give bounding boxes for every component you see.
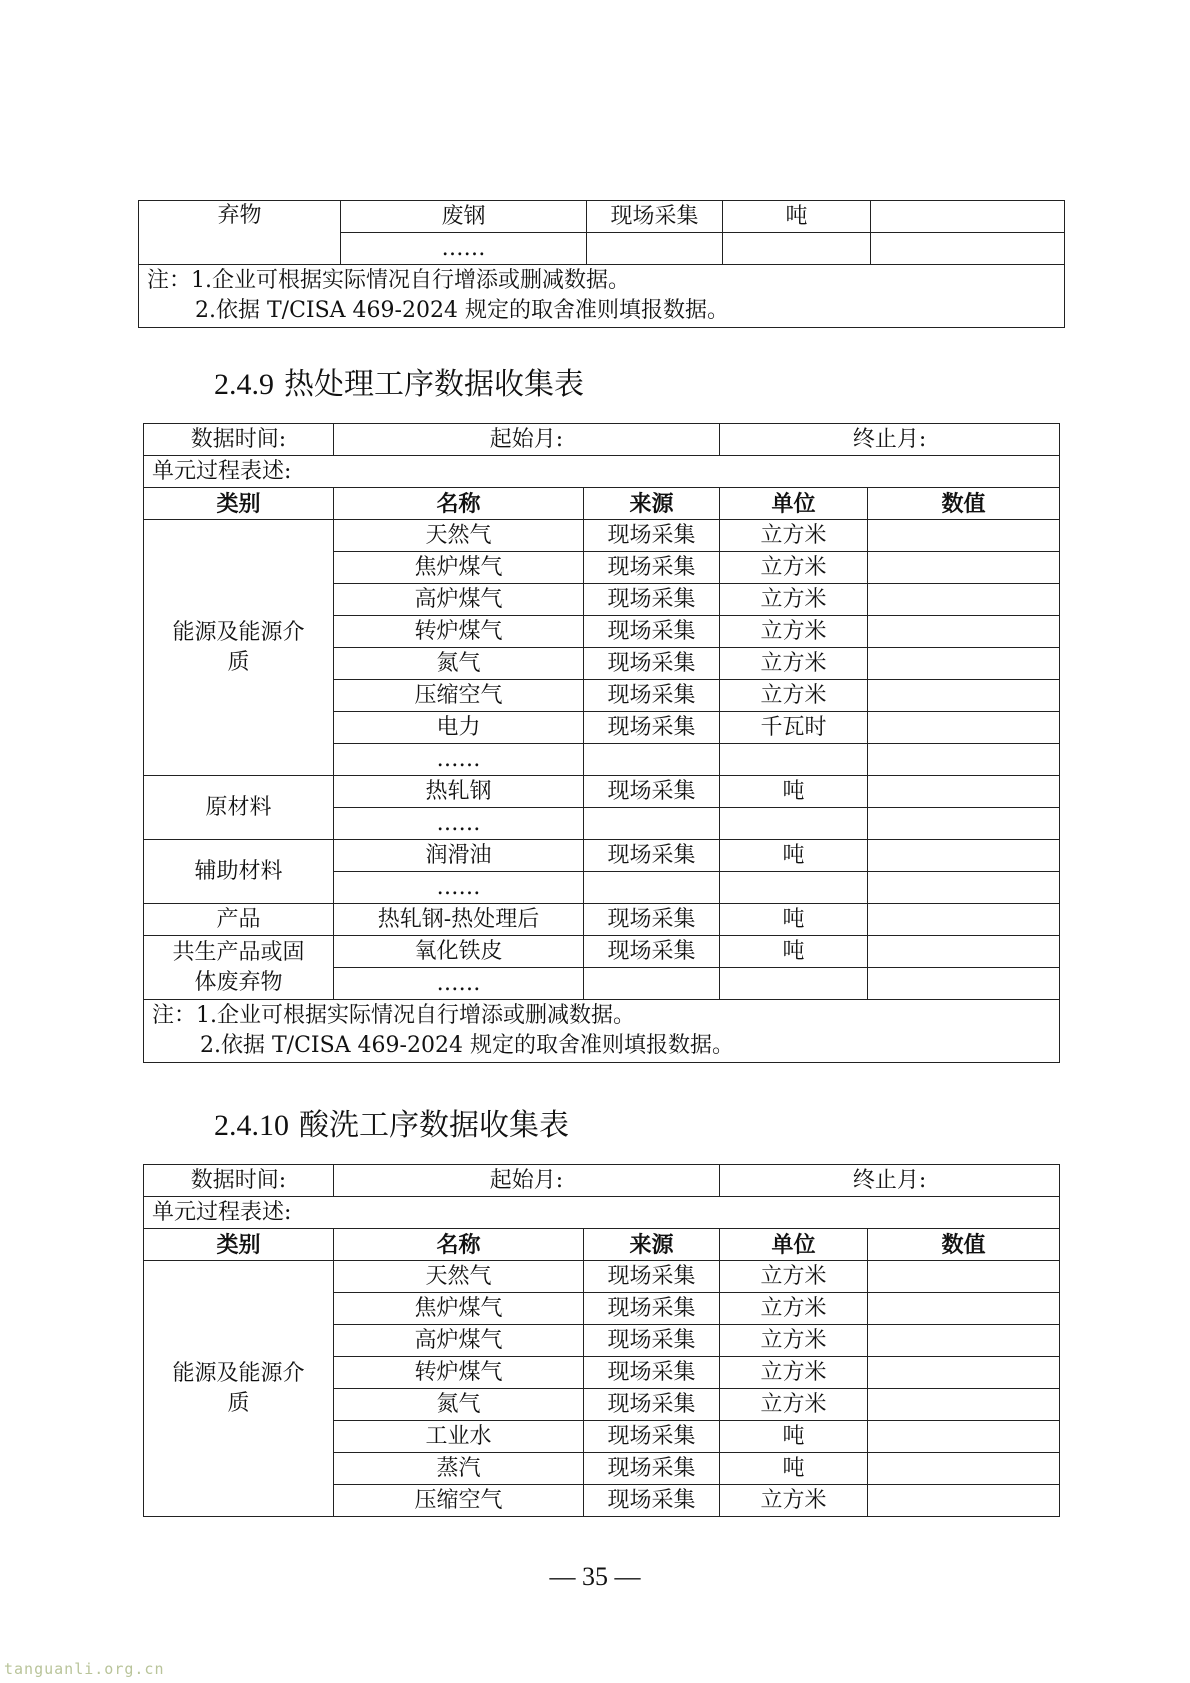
unit-cell: 立方米 bbox=[720, 584, 868, 616]
section-heading: 酸洗工序数据收集表 bbox=[299, 1108, 569, 1143]
unit-cell: 吨 bbox=[720, 1453, 868, 1485]
category-product: 产品 bbox=[144, 904, 334, 936]
section-title-2-4-10 bbox=[214, 1106, 569, 1146]
header-source: 来源 bbox=[584, 1229, 720, 1261]
source-cell: 现场采集 bbox=[584, 904, 720, 936]
source-cell: 现场采集 bbox=[584, 648, 720, 680]
source-cell: 现场采集 bbox=[584, 1261, 720, 1293]
name-cell: 电力 bbox=[334, 712, 584, 744]
value-cell[interactable] bbox=[868, 744, 1060, 776]
source-cell bbox=[584, 808, 720, 840]
note-line-1: 注：1.企业可根据实际情况自行增添或删减数据。 bbox=[152, 1003, 635, 1028]
header-source: 来源 bbox=[584, 488, 720, 520]
name-cell: 转炉煤气 bbox=[334, 616, 584, 648]
value-cell[interactable] bbox=[868, 1421, 1060, 1453]
name-cell: 焦炉煤气 bbox=[334, 1293, 584, 1325]
name-cell: 焦炉煤气 bbox=[334, 552, 584, 584]
name-cell: 润滑油 bbox=[334, 840, 584, 872]
start-month-cell[interactable]: 起始月: bbox=[334, 424, 720, 456]
unit-cell: 吨 bbox=[720, 936, 868, 968]
unit-cell bbox=[723, 233, 871, 265]
category-cell: 弃物 bbox=[139, 201, 341, 265]
source-cell: 现场采集 bbox=[584, 1325, 720, 1357]
category-raw-material: 原材料 bbox=[144, 776, 334, 840]
unit-cell: 千瓦时 bbox=[720, 712, 868, 744]
header-category: 类别 bbox=[144, 1229, 334, 1261]
source-cell: 现场采集 bbox=[584, 616, 720, 648]
source-cell: 现场采集 bbox=[587, 201, 723, 233]
end-month-cell[interactable]: 终止月: bbox=[720, 1165, 1060, 1197]
unit-cell bbox=[720, 808, 868, 840]
source-cell bbox=[584, 872, 720, 904]
value-cell[interactable] bbox=[868, 1261, 1060, 1293]
name-cell: 天然气 bbox=[334, 520, 584, 552]
name-cell: 工业水 bbox=[334, 1421, 584, 1453]
value-cell[interactable] bbox=[868, 840, 1060, 872]
unit-cell: 立方米 bbox=[720, 520, 868, 552]
source-cell: 现场采集 bbox=[584, 1389, 720, 1421]
name-cell: 压缩空气 bbox=[334, 1485, 584, 1517]
name-cell: 蒸汽 bbox=[334, 1453, 584, 1485]
unit-cell: 立方米 bbox=[720, 552, 868, 584]
source-cell: 现场采集 bbox=[584, 776, 720, 808]
source-cell: 现场采集 bbox=[584, 1421, 720, 1453]
unit-cell: 立方米 bbox=[720, 1485, 868, 1517]
page-number: — 35 — bbox=[549, 1562, 641, 1591]
unit-cell: 吨 bbox=[723, 201, 871, 233]
value-cell[interactable] bbox=[871, 201, 1065, 233]
unit-cell: 立方米 bbox=[720, 1389, 868, 1421]
header-value: 数值 bbox=[868, 1229, 1060, 1261]
continued-table bbox=[138, 200, 1065, 328]
category-energy: 能源及能源介 质 bbox=[144, 520, 334, 776]
source-cell bbox=[584, 744, 720, 776]
value-cell[interactable] bbox=[868, 1453, 1060, 1485]
name-cell: 废钢 bbox=[341, 201, 587, 233]
header-category: 类别 bbox=[144, 488, 334, 520]
start-month-cell[interactable]: 起始月: bbox=[334, 1165, 720, 1197]
value-cell[interactable] bbox=[868, 808, 1060, 840]
unit-cell: 吨 bbox=[720, 840, 868, 872]
section-heading: 热处理工序数据收集表 bbox=[284, 367, 584, 402]
header-name: 名称 bbox=[334, 1229, 584, 1261]
value-cell[interactable] bbox=[868, 936, 1060, 968]
value-cell[interactable] bbox=[871, 233, 1065, 265]
value-cell[interactable] bbox=[868, 776, 1060, 808]
value-cell[interactable] bbox=[868, 1485, 1060, 1517]
unit-cell: 吨 bbox=[720, 904, 868, 936]
unit-cell: 吨 bbox=[720, 776, 868, 808]
end-month-cell[interactable]: 终止月: bbox=[720, 424, 1060, 456]
value-cell[interactable] bbox=[868, 520, 1060, 552]
name-cell: 转炉煤气 bbox=[334, 1357, 584, 1389]
name-cell: …… bbox=[334, 968, 584, 1000]
process-description-cell[interactable]: 单元过程表述: bbox=[144, 456, 1060, 488]
source-cell: 现场采集 bbox=[584, 680, 720, 712]
value-cell[interactable] bbox=[868, 872, 1060, 904]
name-cell: 高炉煤气 bbox=[334, 1325, 584, 1357]
unit-cell: 立方米 bbox=[720, 1261, 868, 1293]
watermark-text: tanguanli.org.cn bbox=[4, 1660, 165, 1678]
name-cell: 氮气 bbox=[334, 1389, 584, 1421]
name-cell: 天然气 bbox=[334, 1261, 584, 1293]
header-value: 数值 bbox=[868, 488, 1060, 520]
name-cell: …… bbox=[341, 233, 587, 265]
header-unit: 单位 bbox=[720, 488, 868, 520]
data-time-label: 数据时间: bbox=[144, 424, 334, 456]
pickling-table bbox=[143, 1164, 1060, 1517]
name-cell: …… bbox=[334, 808, 584, 840]
name-cell: 热轧钢 bbox=[334, 776, 584, 808]
unit-cell: 立方米 bbox=[720, 1293, 868, 1325]
unit-cell: 立方米 bbox=[720, 648, 868, 680]
source-cell: 现场采集 bbox=[584, 936, 720, 968]
value-cell[interactable] bbox=[868, 904, 1060, 936]
section-number: 2.4.9 bbox=[214, 368, 274, 401]
value-cell[interactable] bbox=[868, 712, 1060, 744]
source-cell: 现场采集 bbox=[584, 712, 720, 744]
value-cell[interactable] bbox=[868, 968, 1060, 1000]
source-cell: 现场采集 bbox=[584, 1485, 720, 1517]
table-note bbox=[139, 265, 1065, 328]
section-title-2-4-9 bbox=[214, 365, 584, 405]
category-byproduct: 共生产品或固 体废弃物 bbox=[144, 936, 334, 1000]
value-cell[interactable] bbox=[868, 1389, 1060, 1421]
process-description-cell[interactable]: 单元过程表述: bbox=[144, 1197, 1060, 1229]
note-line-2: 2.依据 T/CISA 469-2024 规定的取舍准则填报数据。 bbox=[195, 298, 729, 323]
value-cell[interactable] bbox=[868, 1293, 1060, 1325]
unit-cell: 立方米 bbox=[720, 1357, 868, 1389]
data-time-label: 数据时间: bbox=[144, 1165, 334, 1197]
unit-cell bbox=[720, 968, 868, 1000]
source-cell: 现场采集 bbox=[584, 520, 720, 552]
source-cell bbox=[584, 968, 720, 1000]
unit-cell: 吨 bbox=[720, 1421, 868, 1453]
source-cell: 现场采集 bbox=[584, 1293, 720, 1325]
unit-cell: 立方米 bbox=[720, 1325, 868, 1357]
name-cell: 热轧钢-热处理后 bbox=[334, 904, 584, 936]
category-energy: 能源及能源介 质 bbox=[144, 1261, 334, 1517]
unit-cell bbox=[720, 872, 868, 904]
source-cell: 现场采集 bbox=[584, 1357, 720, 1389]
note-line-2: 2.依据 T/CISA 469-2024 规定的取舍准则填报数据。 bbox=[200, 1033, 734, 1058]
name-cell: 高炉煤气 bbox=[334, 584, 584, 616]
value-cell[interactable] bbox=[868, 680, 1060, 712]
unit-cell: 立方米 bbox=[720, 680, 868, 712]
source-cell: 现场采集 bbox=[584, 1453, 720, 1485]
value-cell[interactable] bbox=[868, 1325, 1060, 1357]
heat-treatment-table bbox=[143, 423, 1060, 1063]
name-cell: …… bbox=[334, 744, 584, 776]
source-cell: 现场采集 bbox=[584, 584, 720, 616]
unit-cell: 立方米 bbox=[720, 616, 868, 648]
name-cell: …… bbox=[334, 872, 584, 904]
source-cell: 现场采集 bbox=[584, 552, 720, 584]
name-cell: 氧化铁皮 bbox=[334, 936, 584, 968]
name-cell: 氮气 bbox=[334, 648, 584, 680]
value-cell[interactable] bbox=[868, 1357, 1060, 1389]
unit-cell bbox=[720, 744, 868, 776]
value-cell[interactable] bbox=[868, 616, 1060, 648]
header-name: 名称 bbox=[334, 488, 584, 520]
source-cell: 现场采集 bbox=[584, 840, 720, 872]
source-cell bbox=[587, 233, 723, 265]
name-cell: 压缩空气 bbox=[334, 680, 584, 712]
value-cell[interactable] bbox=[868, 648, 1060, 680]
value-cell[interactable] bbox=[868, 584, 1060, 616]
value-cell[interactable] bbox=[868, 552, 1060, 584]
category-auxiliary-material: 辅助材料 bbox=[144, 840, 334, 904]
section-number: 2.4.10 bbox=[214, 1109, 289, 1142]
note-line-1: 注：1.企业可根据实际情况自行增添或删减数据。 bbox=[147, 268, 630, 293]
table-note bbox=[144, 1000, 1060, 1063]
header-unit: 单位 bbox=[720, 1229, 868, 1261]
